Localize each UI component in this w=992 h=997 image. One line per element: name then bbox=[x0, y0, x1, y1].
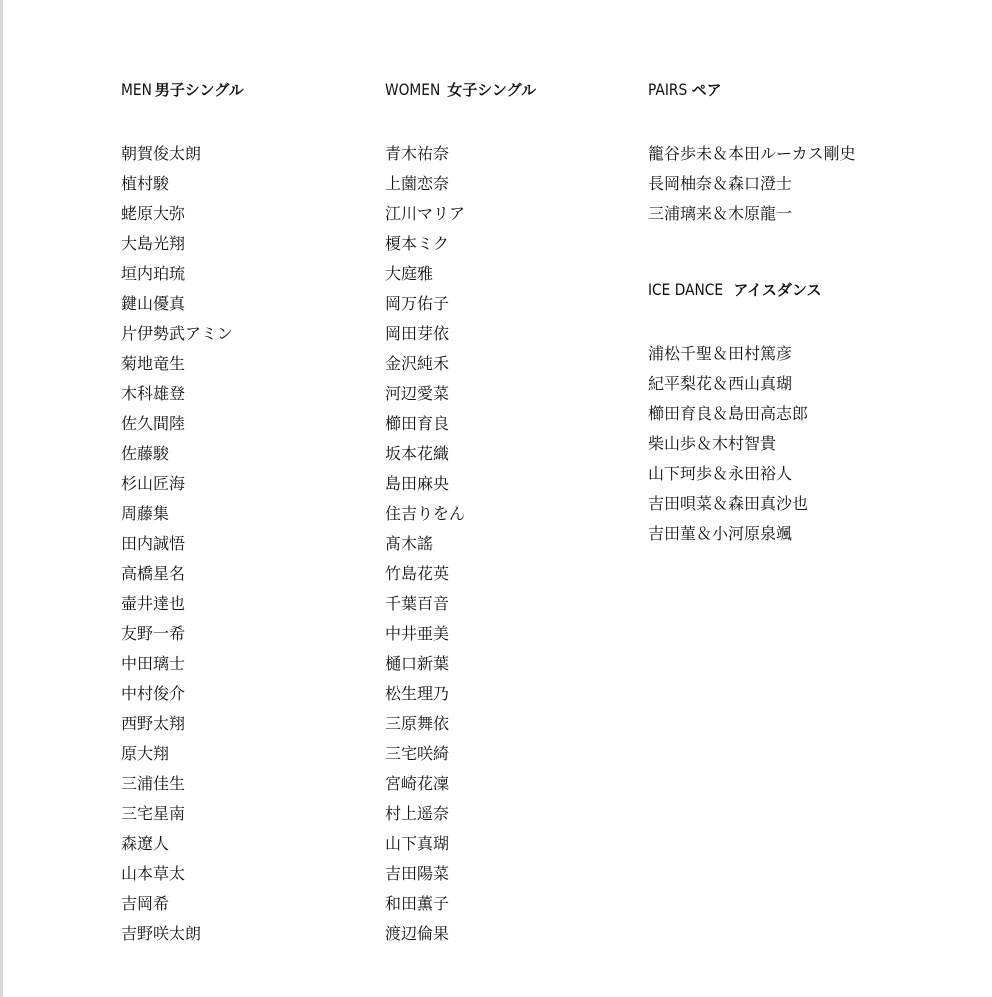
women-heading-en: WOMEN bbox=[385, 80, 441, 99]
women-athlete-name: 島田麻央 bbox=[385, 474, 450, 493]
women-athlete-name: 宮崎花凜 bbox=[385, 774, 450, 793]
women-athlete-name: 坂本花織 bbox=[385, 444, 450, 463]
men-athlete-name: 杉山匠海 bbox=[121, 474, 186, 493]
ice-dance-team-name: 紀平梨花＆西山真瑚 bbox=[648, 374, 793, 393]
women-athlete-name: 住吉りをん bbox=[385, 504, 466, 523]
women-athlete-name: 樋口新葉 bbox=[385, 654, 450, 673]
section-spacer bbox=[648, 229, 856, 279]
men-athlete-name: 吉野咲太朗 bbox=[121, 924, 202, 943]
women-athlete-name: 竹島花英 bbox=[385, 564, 450, 583]
men-athlete-name: 田内誠悟 bbox=[121, 534, 186, 553]
women-athlete-name: 千葉百音 bbox=[385, 594, 450, 613]
pairs-team-list bbox=[648, 139, 856, 229]
pairs-team-name: 長岡柚奈＆森口澄士 bbox=[648, 174, 793, 193]
men-heading bbox=[121, 79, 244, 101]
men-athlete-name: 原大翔 bbox=[121, 744, 170, 763]
men-athlete-name: 佐藤駿 bbox=[121, 444, 170, 463]
men-athlete-name: 三浦佳生 bbox=[121, 774, 186, 793]
ice-dance-team-list bbox=[648, 339, 856, 549]
ice-dance-team-name: 櫛田育良＆島田高志郎 bbox=[648, 404, 809, 423]
ice-dance-team-name: 山下珂歩＆永田裕人 bbox=[648, 464, 793, 483]
men-athlete-list bbox=[121, 139, 244, 949]
men-athlete-name: 佐久間陸 bbox=[121, 414, 186, 433]
women-athlete-name: 大庭雅 bbox=[385, 264, 434, 283]
ice-dance-heading-ja: アイスダンス bbox=[733, 281, 822, 299]
men-athlete-name: 壷井達也 bbox=[121, 594, 186, 613]
men-athlete-name: 吉岡希 bbox=[121, 894, 170, 913]
pairs-and-ice-dance-column bbox=[648, 79, 856, 549]
men-athlete-name: 片伊勢武アミン bbox=[121, 324, 234, 343]
men-athlete-name: 中田璃士 bbox=[121, 654, 186, 673]
pairs-heading-en: PAIRS bbox=[648, 80, 688, 99]
women-athlete-name: 河辺愛菜 bbox=[385, 384, 450, 403]
men-athlete-name: 西野太翔 bbox=[121, 714, 186, 733]
men-heading-ja: 男子シングル bbox=[154, 81, 244, 99]
men-athlete-name: 垣内珀琉 bbox=[121, 264, 186, 283]
women-athlete-name: 岡田芽依 bbox=[385, 324, 450, 343]
women-athlete-name: 岡万佑子 bbox=[385, 294, 450, 313]
men-athlete-name: 周藤集 bbox=[121, 504, 170, 523]
men-column bbox=[121, 79, 244, 949]
women-athlete-name: 村上遥奈 bbox=[385, 804, 450, 823]
ice-dance-team-name: 吉田唄菜＆森田真沙也 bbox=[648, 494, 809, 513]
ice-dance-heading-en: ICE DANCE bbox=[648, 280, 724, 299]
women-athlete-name: 山下真瑚 bbox=[385, 834, 450, 853]
women-athlete-name: 江川マリア bbox=[385, 204, 466, 223]
women-athlete-name: 吉田陽菜 bbox=[385, 864, 450, 883]
ice-dance-team-name: 浦松千聖＆田村篤彦 bbox=[648, 344, 793, 363]
women-athlete-name: 中井亜美 bbox=[385, 624, 450, 643]
men-athlete-name: 植村駿 bbox=[121, 174, 170, 193]
ice-dance-team-name: 吉田菫＆小河原泉颯 bbox=[648, 524, 793, 543]
women-athlete-name: 青木祐奈 bbox=[385, 144, 450, 163]
women-athlete-name: 和田薫子 bbox=[385, 894, 450, 913]
pairs-team-name: 三浦璃来＆木原龍一 bbox=[648, 204, 793, 223]
women-column bbox=[385, 79, 536, 949]
women-athlete-name: 渡辺倫果 bbox=[385, 924, 450, 943]
men-athlete-name: 山本草太 bbox=[121, 864, 186, 883]
men-athlete-name: 鍵山優真 bbox=[121, 294, 186, 313]
pairs-heading-ja: ペア bbox=[691, 81, 722, 99]
women-athlete-name: 松生理乃 bbox=[385, 684, 450, 703]
women-athlete-name: 榎本ミク bbox=[385, 234, 450, 253]
men-athlete-name: 中村俊介 bbox=[121, 684, 186, 703]
women-athlete-name: 三原舞依 bbox=[385, 714, 450, 733]
men-athlete-name: 三宅星南 bbox=[121, 804, 186, 823]
women-athlete-name: 上薗恋奈 bbox=[385, 174, 450, 193]
men-athlete-name: 高橋星名 bbox=[121, 564, 186, 583]
men-athlete-name: 朝賀俊太朗 bbox=[121, 144, 202, 163]
women-athlete-name: 三宅咲綺 bbox=[385, 744, 450, 763]
women-athlete-name: 金沢純禾 bbox=[385, 354, 450, 373]
ice-dance-heading bbox=[648, 279, 856, 301]
women-heading-ja: 女子シングル bbox=[447, 81, 537, 99]
men-athlete-name: 友野一希 bbox=[121, 624, 186, 643]
men-athlete-name: 大島光翔 bbox=[121, 234, 186, 253]
women-athlete-name: 櫛田育良 bbox=[385, 414, 450, 433]
men-athlete-name: 森遼人 bbox=[121, 834, 170, 853]
men-athlete-name: 蛯原大弥 bbox=[121, 204, 186, 223]
men-heading-en: MEN bbox=[121, 80, 152, 99]
pairs-heading bbox=[648, 79, 856, 101]
women-athlete-list bbox=[385, 139, 536, 949]
ice-dance-team-name: 柴山歩＆木村智貴 bbox=[648, 434, 777, 453]
pairs-team-name: 籠谷歩未＆本田ルーカス剛史 bbox=[648, 144, 856, 163]
page-left-edge bbox=[0, 0, 3, 997]
women-heading bbox=[385, 79, 536, 101]
men-athlete-name: 菊地竜生 bbox=[121, 354, 186, 373]
women-athlete-name: 髙木謠 bbox=[385, 534, 434, 553]
men-athlete-name: 木科雄登 bbox=[121, 384, 186, 403]
